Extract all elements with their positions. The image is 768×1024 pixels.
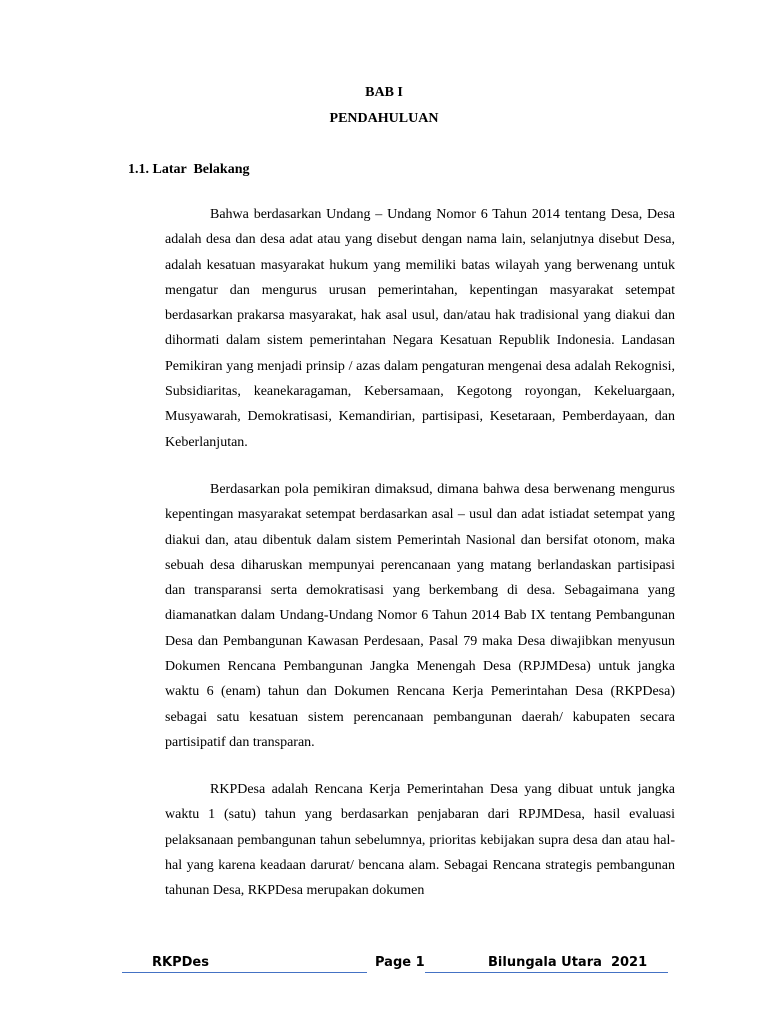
- body-paragraph: Berdasarkan pola pemikiran dimaksud, dimana bahwa desa berwenang mengurus kepentingan masyarakat setempat berdasarkan asal – usul dan adat istiadat setempat yang diakui dan, atau dibentuk dalam sistem Pemerintah Nasional dan bersifat otonom, maka sebuah desa diharuskan mempunyai perencanaan yang matang berlandaskan partisipasi dan transparansi serta demokratisasi yang berkembang di desa. Sebagaimana yang diamanatkan dalam Undang-Undang Nomor 6 Tahun 2014 Bab IX tentang Pembangunan Desa dan Pembangunan Kawasan Perdesaan, Pasal 79 maka Desa diwajibkan menyusun Dokumen Rencana Pembangunan Jangka Menengah Desa (RPJMDesa) untuk jangka waktu 6 (enam) tahun dan Dokumen Rencana Kerja Pemerintahan Desa (RKPDesa) sebagai satu kesatuan sistem perencanaan pembangunan daerah/ kabupaten secara partisipatif dan transparan.: [165, 482, 675, 750]
- chapter-title: PENDAHULUAN: [329, 111, 439, 126]
- footer-rule-left: [122, 972, 367, 973]
- footer-page-number: Page 1: [375, 955, 425, 970]
- body-paragraph: RKPDesa adalah Rencana Kerja Pemerintahan Desa yang dibuat untuk jangka waktu 1 (satu) tahun yang berdasarkan penjabaran dari RPJMDesa, hasil evaluasi pelaksanaan pembangunan tahun sebelumnya, prioritas kebijakan supra desa dan atau hal- hal yang karena keadaan darurat/ bencana alam. Sebagai Rencana strategis pembangunan tahunan Desa, RKPDesa merupakan dokumen: [165, 782, 675, 899]
- chapter-heading: BAB I: [365, 85, 403, 100]
- footer-rule-right: [425, 972, 668, 973]
- section-heading: 1.1. Latar Belakang: [128, 162, 250, 177]
- body-paragraph: Bahwa berdasarkan Undang – Undang Nomor 6 Tahun 2014 tentang Desa, Desa adalah desa dan desa adat atau yang disebut dengan nama lain, selanjutnya disebut Desa, adalah kesatuan masyarakat hukum yang memiliki batas wilayah yang berwenang untuk mengatur dan mengurus urusan pemerintahan, kepentingan masyarakat setempat berdasarkan prakarsa masyarakat, hak asal usul, dan/atau hak tradisional yang diakui dan dihormati dalam sistem pemerintahan Negara Kesatuan Republik Indonesia. Landasan Pemikiran yang menjadi prinsip / azas dalam pengaturan mengenai desa adalah Rekognisi, Subsidiaritas, keanekaragaman, Kebersamaan, Kegotong royongan, Kekeluargaan, Musyawarah, Demokratisasi, Kemandirian, partisipasi, Kesetaraan, Pemberdayaan, dan Keberlanjutan.: [165, 207, 675, 450]
- footer-document-name: RKPDes: [152, 955, 209, 970]
- footer-location-year: Bilungala Utara 2021: [488, 955, 648, 970]
